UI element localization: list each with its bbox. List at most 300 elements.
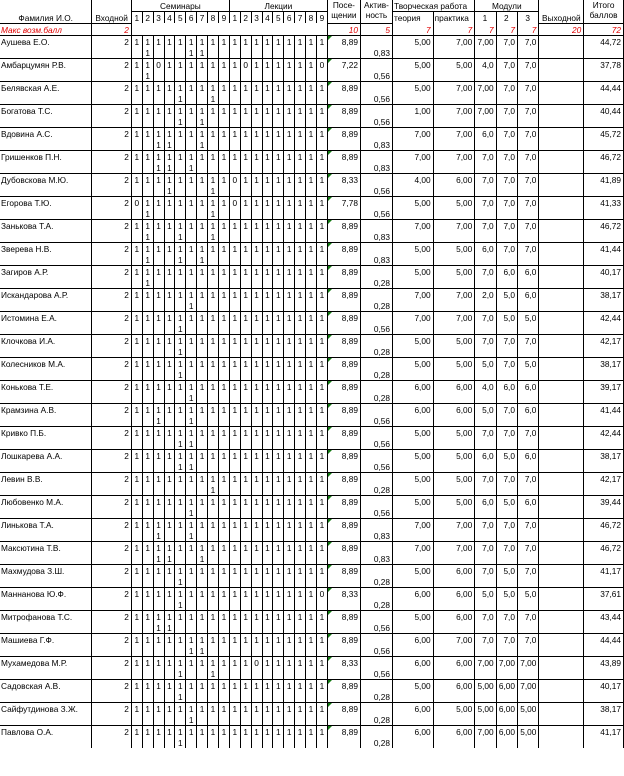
seminar-mark: 1 xyxy=(153,610,164,622)
max-total: 72 xyxy=(584,23,624,35)
practice-score: 7,00 xyxy=(433,127,475,139)
seminar-extra-mark xyxy=(175,714,186,726)
lecture-mark: 1 xyxy=(306,196,317,208)
lecture-mark: 1 xyxy=(316,288,327,300)
seminar-mark: 1 xyxy=(153,127,164,139)
lecture-extra-mark xyxy=(251,116,262,128)
input-score: 2 xyxy=(92,564,132,576)
seminar-extra-mark: 1 xyxy=(175,323,186,335)
seminar-mark: 1 xyxy=(153,633,164,645)
seminar-extra-mark xyxy=(153,714,164,726)
lecture-mark: 1 xyxy=(251,725,262,737)
attendance-score: 8,89 xyxy=(327,150,360,162)
module-score: 5,0 xyxy=(517,587,538,599)
seminar-mark: 1 xyxy=(131,81,142,93)
blank xyxy=(433,162,475,174)
blank xyxy=(475,70,496,82)
activity-score: 0,56 xyxy=(360,208,392,220)
module-score: 6,0 xyxy=(517,403,538,415)
lecture-extra-mark xyxy=(284,208,295,220)
module-score: 7,00 xyxy=(517,679,538,691)
seminar-mark: 1 xyxy=(197,334,208,346)
seminar-mark: 1 xyxy=(186,518,197,530)
seminar-mark: 1 xyxy=(197,656,208,668)
theory-score: 6,00 xyxy=(393,380,434,392)
seminar-mark: 1 xyxy=(142,564,153,576)
theory-score: 5,00 xyxy=(393,35,434,47)
total-score: 39,44 xyxy=(584,495,624,507)
seminar-mark: 1 xyxy=(164,127,175,139)
seminar-mark: 1 xyxy=(175,173,186,185)
activity-empty xyxy=(360,380,392,392)
seminar-mark: 1 xyxy=(218,380,229,392)
seminar-mark: 1 xyxy=(175,518,186,530)
lecture-extra-mark xyxy=(295,47,306,59)
lecture-mark: 1 xyxy=(229,81,240,93)
exit-score xyxy=(539,656,584,668)
seminar-extra-mark xyxy=(208,254,219,266)
lecture-extra-mark xyxy=(316,737,327,748)
seminar-mark: 1 xyxy=(164,196,175,208)
module-score: 7,0 xyxy=(517,334,538,346)
lecture-mark: 1 xyxy=(284,403,295,415)
lecture-extra-mark xyxy=(240,185,251,197)
seminar-extra-mark: 1 xyxy=(175,668,186,680)
blank xyxy=(393,507,434,519)
module-score: 6,00 xyxy=(496,725,517,737)
blank xyxy=(0,599,92,611)
blank xyxy=(327,415,360,427)
exit-score xyxy=(539,334,584,346)
lecture-mark: 1 xyxy=(284,288,295,300)
total-score: 39,17 xyxy=(584,380,624,392)
lecture-mark: 1 xyxy=(251,58,262,70)
practice-score: 6,00 xyxy=(433,173,475,185)
lecture-mark: 1 xyxy=(240,679,251,691)
attendance-score: 8,33 xyxy=(327,587,360,599)
seminar-mark: 1 xyxy=(197,311,208,323)
student-name: Кривко П.Б. xyxy=(0,426,92,438)
seminar-mark: 1 xyxy=(142,472,153,484)
lecture-mark: 1 xyxy=(262,104,273,116)
max-m3: 7 xyxy=(517,23,538,35)
lecture-mark: 1 xyxy=(262,633,273,645)
lecture-mark: 1 xyxy=(273,564,284,576)
seminar-extra-mark xyxy=(175,392,186,404)
lecture-extra-mark xyxy=(284,139,295,151)
lecture-mark: 1 xyxy=(284,311,295,323)
lecture-extra-mark xyxy=(229,714,240,726)
input-score: 2 xyxy=(92,380,132,392)
lecture-extra-mark xyxy=(273,346,284,358)
lecture-mark: 1 xyxy=(316,449,327,461)
blank xyxy=(433,346,475,358)
blank xyxy=(0,553,92,565)
seminar-mark: 1 xyxy=(208,495,219,507)
seminar-extra-mark: 1 xyxy=(142,231,153,243)
input-score: 2 xyxy=(92,150,132,162)
lecture-mark: 1 xyxy=(262,219,273,231)
lecture-mark: 1 xyxy=(251,35,262,47)
seminar-extra-mark xyxy=(218,438,229,450)
blank xyxy=(517,438,538,450)
module-score: 7,0 xyxy=(475,518,496,530)
seminar-extra-mark: 1 xyxy=(186,507,197,519)
practice-score: 6,00 xyxy=(433,679,475,691)
lecture-mark: 0 xyxy=(316,58,327,70)
exit-score xyxy=(539,426,584,438)
lecture-extra-mark xyxy=(229,507,240,519)
blank xyxy=(475,714,496,726)
lecture-mark: 1 xyxy=(273,518,284,530)
blank xyxy=(433,576,475,588)
student-name: Богатова Т.С. xyxy=(0,104,92,116)
seminar-mark: 1 xyxy=(197,150,208,162)
seminar-mark: 1 xyxy=(131,58,142,70)
blank xyxy=(584,208,624,220)
seminar-extra-mark xyxy=(218,93,229,105)
blank xyxy=(393,530,434,542)
student-name: Линькова Т.А. xyxy=(0,518,92,530)
lecture-mark: 1 xyxy=(229,35,240,47)
blank xyxy=(92,645,132,657)
student-subrow xyxy=(0,93,624,105)
module-score: 7,0 xyxy=(517,196,538,208)
student-subrow xyxy=(0,346,624,358)
blank xyxy=(92,737,132,748)
lecture-mark: 1 xyxy=(316,150,327,162)
blank xyxy=(539,208,584,220)
lecture-mark: 1 xyxy=(273,58,284,70)
lecture-extra-mark xyxy=(273,438,284,450)
student-name: Лошкарева А.А. xyxy=(0,449,92,461)
student-row xyxy=(0,725,624,737)
lecture-mark: 1 xyxy=(306,357,317,369)
activity-score: 0,83 xyxy=(360,162,392,174)
activity-empty xyxy=(360,403,392,415)
lecture-extra-mark xyxy=(306,369,317,381)
exit-score xyxy=(539,265,584,277)
module-score: 6,0 xyxy=(517,265,538,277)
blank xyxy=(584,162,624,174)
total-score: 42,44 xyxy=(584,311,624,323)
seminar-extra-mark: 1 xyxy=(142,254,153,266)
practice-score: 6,00 xyxy=(433,725,475,737)
seminar-mark: 1 xyxy=(131,702,142,714)
seminar-extra-mark xyxy=(186,139,197,151)
lecture-extra-mark xyxy=(306,438,317,450)
lecture-extra-mark xyxy=(240,714,251,726)
input-score: 2 xyxy=(92,242,132,254)
seminar-extra-mark xyxy=(218,691,229,703)
lecture-mark: 1 xyxy=(229,633,240,645)
lecture-extra-mark xyxy=(229,323,240,335)
student-row xyxy=(0,150,624,162)
blank xyxy=(584,530,624,542)
blank xyxy=(433,47,475,59)
lecture-mark: 1 xyxy=(262,449,273,461)
seminar-extra-mark xyxy=(131,576,142,588)
lecture-mark: 1 xyxy=(295,380,306,392)
seminar-extra-mark xyxy=(208,300,219,312)
activity-score: 0,28 xyxy=(360,576,392,588)
lecture-mark: 1 xyxy=(240,127,251,139)
exit-score xyxy=(539,449,584,461)
lecture-extra-mark xyxy=(229,162,240,174)
seminar-extra-mark xyxy=(186,231,197,243)
seminar-extra-mark xyxy=(186,484,197,496)
input-score: 2 xyxy=(92,403,132,415)
seminar-mark: 1 xyxy=(208,426,219,438)
seminar-mark: 1 xyxy=(208,35,219,47)
blank xyxy=(584,691,624,703)
theory-score: 7,00 xyxy=(393,288,434,300)
lecture-mark: 1 xyxy=(240,656,251,668)
seminar-mark: 1 xyxy=(208,265,219,277)
lecture-mark: 1 xyxy=(251,472,262,484)
blank xyxy=(517,553,538,565)
seminar-mark: 1 xyxy=(186,472,197,484)
lecture-extra-mark xyxy=(229,461,240,473)
seminar-extra-mark xyxy=(208,553,219,565)
seminar-extra-mark xyxy=(142,162,153,174)
blank xyxy=(517,668,538,680)
blank xyxy=(327,392,360,404)
lecture-extra-mark xyxy=(306,139,317,151)
seminar-mark: 1 xyxy=(208,702,219,714)
lecture-extra-mark xyxy=(295,277,306,289)
blank xyxy=(0,392,92,404)
seminar-mark: 1 xyxy=(197,242,208,254)
seminar-extra-mark xyxy=(197,668,208,680)
total-score: 46,72 xyxy=(584,219,624,231)
lecture-extra-mark xyxy=(262,507,273,519)
seminar-extra-mark xyxy=(186,553,197,565)
seminar-mark: 1 xyxy=(186,587,197,599)
blank xyxy=(517,369,538,381)
lecture-mark: 1 xyxy=(240,518,251,530)
seminar-extra-mark: 1 xyxy=(197,47,208,59)
blank xyxy=(0,576,92,588)
seminar-mark: 1 xyxy=(218,288,229,300)
seminar-extra-mark xyxy=(218,576,229,588)
attendance-score: 8,89 xyxy=(327,449,360,461)
seminar-extra-mark xyxy=(186,93,197,105)
lecture-mark: 1 xyxy=(306,472,317,484)
blank xyxy=(496,254,517,266)
lecture-extra-mark xyxy=(273,576,284,588)
blank xyxy=(393,714,434,726)
seminar-mark: 1 xyxy=(218,219,229,231)
blank xyxy=(393,346,434,358)
seminar-extra-mark xyxy=(131,461,142,473)
lecture-extra-mark xyxy=(316,645,327,657)
blank xyxy=(0,484,92,496)
seminar-extra-mark xyxy=(218,139,229,151)
module-score: 7,00 xyxy=(475,35,496,47)
seminar-extra-mark: 1 xyxy=(175,576,186,588)
blank xyxy=(327,599,360,611)
seminar-number: 4 xyxy=(164,12,175,24)
lecture-extra-mark xyxy=(273,507,284,519)
student-subrow xyxy=(0,507,624,519)
module-score: 5,0 xyxy=(475,403,496,415)
seminar-mark: 1 xyxy=(164,495,175,507)
input-score: 2 xyxy=(92,449,132,461)
seminar-extra-mark xyxy=(208,47,219,59)
seminar-extra-mark xyxy=(131,369,142,381)
theory-score: 5,00 xyxy=(393,449,434,461)
lecture-extra-mark xyxy=(306,691,317,703)
lecture-mark: 1 xyxy=(316,495,327,507)
attendance-score: 8,89 xyxy=(327,679,360,691)
blank xyxy=(539,461,584,473)
lecture-mark: 1 xyxy=(262,518,273,530)
lecture-extra-mark xyxy=(306,530,317,542)
seminar-mark: 1 xyxy=(208,679,219,691)
blank xyxy=(539,277,584,289)
seminar-mark: 1 xyxy=(175,242,186,254)
student-subrow xyxy=(0,208,624,220)
module-score: 7,0 xyxy=(496,334,517,346)
lecture-mark: 1 xyxy=(295,173,306,185)
practice-score: 5,00 xyxy=(433,472,475,484)
lecture-extra-mark xyxy=(262,415,273,427)
blank xyxy=(92,300,132,312)
blank xyxy=(539,139,584,151)
theory-score: 7,00 xyxy=(393,150,434,162)
input-score: 2 xyxy=(92,426,132,438)
seminar-extra-mark xyxy=(131,392,142,404)
seminar-extra-mark xyxy=(142,185,153,197)
student-subrow xyxy=(0,668,624,680)
lecture-mark: 1 xyxy=(273,380,284,392)
lecture-mark: 1 xyxy=(316,242,327,254)
seminar-extra-mark: 1 xyxy=(186,461,197,473)
activity-score: 0,56 xyxy=(360,70,392,82)
module-score: 7,0 xyxy=(475,196,496,208)
activity-empty xyxy=(360,725,392,737)
lecture-extra-mark xyxy=(316,576,327,588)
seminar-extra-mark xyxy=(164,392,175,404)
lecture-extra-mark xyxy=(295,622,306,634)
blank xyxy=(393,645,434,657)
lecture-mark: 1 xyxy=(273,426,284,438)
activity-empty xyxy=(360,426,392,438)
module-score: 5,0 xyxy=(475,587,496,599)
seminar-mark: 1 xyxy=(175,633,186,645)
lecture-extra-mark xyxy=(262,277,273,289)
total-score: 40,44 xyxy=(584,104,624,116)
lecture-mark: 1 xyxy=(284,702,295,714)
seminar-mark: 1 xyxy=(164,173,175,185)
blank xyxy=(433,254,475,266)
lecture-mark: 1 xyxy=(306,81,317,93)
practice-score: 5,00 xyxy=(433,357,475,369)
lecture-mark: 1 xyxy=(262,725,273,737)
blank xyxy=(539,668,584,680)
seminar-extra-mark xyxy=(142,300,153,312)
lecture-extra-mark xyxy=(273,139,284,151)
student-subrow xyxy=(0,645,624,657)
theory-score: 7,00 xyxy=(393,127,434,139)
seminar-mark: 1 xyxy=(164,265,175,277)
lecture-extra-mark xyxy=(229,645,240,657)
seminar-number: 6 xyxy=(186,12,197,24)
blank xyxy=(433,553,475,565)
seminar-mark: 1 xyxy=(197,564,208,576)
seminar-extra-mark xyxy=(218,346,229,358)
lecture-extra-mark xyxy=(273,254,284,266)
seminar-extra-mark xyxy=(142,323,153,335)
seminar-mark: 1 xyxy=(197,702,208,714)
seminar-extra-mark xyxy=(153,645,164,657)
seminar-mark: 1 xyxy=(208,472,219,484)
module-score: 7,0 xyxy=(517,610,538,622)
blank xyxy=(539,415,584,427)
attendance-score: 8,89 xyxy=(327,518,360,530)
lecture-extra-mark xyxy=(229,438,240,450)
lecture-extra-mark xyxy=(284,369,295,381)
lecture-mark: 1 xyxy=(284,426,295,438)
blank xyxy=(92,438,132,450)
lecture-extra-mark xyxy=(229,622,240,634)
seminar-mark: 1 xyxy=(164,334,175,346)
seminar-extra-mark xyxy=(186,737,197,748)
lecture-mark: 1 xyxy=(240,357,251,369)
lecture-mark: 1 xyxy=(316,81,327,93)
seminar-extra-mark xyxy=(208,277,219,289)
seminar-extra-mark xyxy=(131,484,142,496)
seminar-extra-mark xyxy=(153,438,164,450)
blank xyxy=(496,484,517,496)
lecture-mark: 1 xyxy=(240,104,251,116)
blank xyxy=(393,369,434,381)
lecture-mark: 1 xyxy=(251,518,262,530)
blank xyxy=(0,70,92,82)
lecture-mark: 1 xyxy=(229,679,240,691)
lecture-mark: 1 xyxy=(306,288,317,300)
lecture-mark: 1 xyxy=(229,219,240,231)
practice-score: 6,00 xyxy=(433,564,475,576)
lecture-extra-mark xyxy=(240,553,251,565)
lecture-extra-mark xyxy=(295,668,306,680)
lecture-extra-mark xyxy=(240,645,251,657)
blank xyxy=(475,599,496,611)
seminar-mark: 1 xyxy=(197,127,208,139)
blank xyxy=(584,645,624,657)
lecture-extra-mark xyxy=(316,300,327,312)
blank xyxy=(433,300,475,312)
lecture-mark: 1 xyxy=(262,311,273,323)
blank xyxy=(539,622,584,634)
lecture-extra-mark xyxy=(295,553,306,565)
seminar-mark: 1 xyxy=(175,288,186,300)
seminar-extra-mark: 1 xyxy=(175,254,186,266)
module-score: 7,0 xyxy=(496,403,517,415)
seminar-extra-mark: 1 xyxy=(142,277,153,289)
seminar-extra-mark xyxy=(142,438,153,450)
activity-empty xyxy=(360,610,392,622)
seminar-mark: 1 xyxy=(153,725,164,737)
activity-empty xyxy=(360,656,392,668)
module-1-number: 1 xyxy=(475,12,496,24)
blank xyxy=(584,254,624,266)
lecture-mark: 1 xyxy=(240,610,251,622)
seminar-extra-mark xyxy=(131,47,142,59)
lecture-number: 9 xyxy=(316,12,327,24)
seminar-mark: 1 xyxy=(142,265,153,277)
